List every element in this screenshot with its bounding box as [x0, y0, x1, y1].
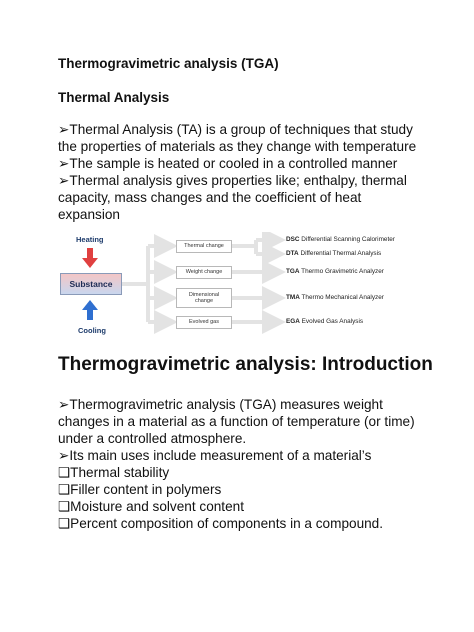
output-name: Evolved Gas Analysis	[301, 318, 364, 325]
cooling-arrow	[82, 300, 98, 320]
bullet-line: the properties of materials as they change with temperature	[58, 139, 417, 154]
output-abbr: DSC	[286, 236, 300, 243]
intro-line: ❑Filler content in polymers	[58, 482, 222, 497]
intro-line: ➢Its main uses include measurement of a material’s	[58, 448, 372, 463]
dimensional-change-box: Dimensional change	[176, 288, 232, 308]
weight-change-box: Weight change	[176, 266, 232, 279]
bullet-line: ➢The sample is heated or cooled in a controlled manner	[58, 156, 398, 171]
bullet-line: capacity, mass changes and the coefficient of heat	[58, 190, 362, 205]
bullet-line: ➢Thermal analysis gives properties like; enthalpy, thermal	[58, 173, 407, 188]
heating-label: Heating	[76, 235, 104, 244]
output-name: Differential Thermal Analysis	[300, 250, 382, 257]
evolved-gas-box: Evolved gas	[176, 316, 232, 329]
output-abbr: TMA	[286, 294, 300, 301]
heating-arrow	[82, 248, 98, 268]
output-name: Thermo Mechanical Analyzer	[301, 294, 384, 301]
output-abbr: EGA	[286, 318, 300, 325]
output-abbr: DTA	[286, 250, 299, 257]
output-name: Thermo Gravimetric Analyzer	[301, 268, 384, 275]
output-dsc	[286, 236, 395, 243]
section-heading: Thermal Analysis	[58, 90, 170, 105]
output-dta	[286, 250, 381, 257]
cooling-label: Cooling	[78, 326, 106, 335]
bullet-line: expansion	[58, 207, 120, 222]
intro-line: ❑Moisture and solvent content	[58, 499, 244, 514]
intro-heading: Thermogravimetric analysis: Introduction	[58, 354, 433, 375]
intro-bullets	[58, 396, 428, 532]
substance-box: Substance	[60, 273, 122, 295]
output-ega	[286, 318, 363, 325]
intro-line: ➢Thermogravimetric analysis (TGA) measures weight	[58, 397, 383, 412]
thermal-change-box: Thermal change	[176, 240, 232, 253]
output-name: Differential Scanning Calorimeter	[301, 236, 395, 243]
output-tma	[286, 294, 384, 301]
document-title: Thermogravimetric analysis (TGA)	[58, 56, 279, 71]
thermal-analysis-bullets	[58, 121, 428, 223]
intro-line: ❑Percent composition of components in a compound.	[58, 516, 384, 531]
output-abbr: TGA	[286, 268, 300, 275]
output-tga	[286, 268, 384, 275]
bullet-line: ➢Thermal Analysis (TA) is a group of techniques that study	[58, 122, 413, 137]
intro-line: under a controlled atmosphere.	[58, 431, 247, 446]
intro-line: changes in a material as a function of temperature (or time)	[58, 414, 415, 429]
intro-line: ❑Thermal stability	[58, 465, 170, 480]
thermal-analysis-diagram	[56, 232, 416, 340]
